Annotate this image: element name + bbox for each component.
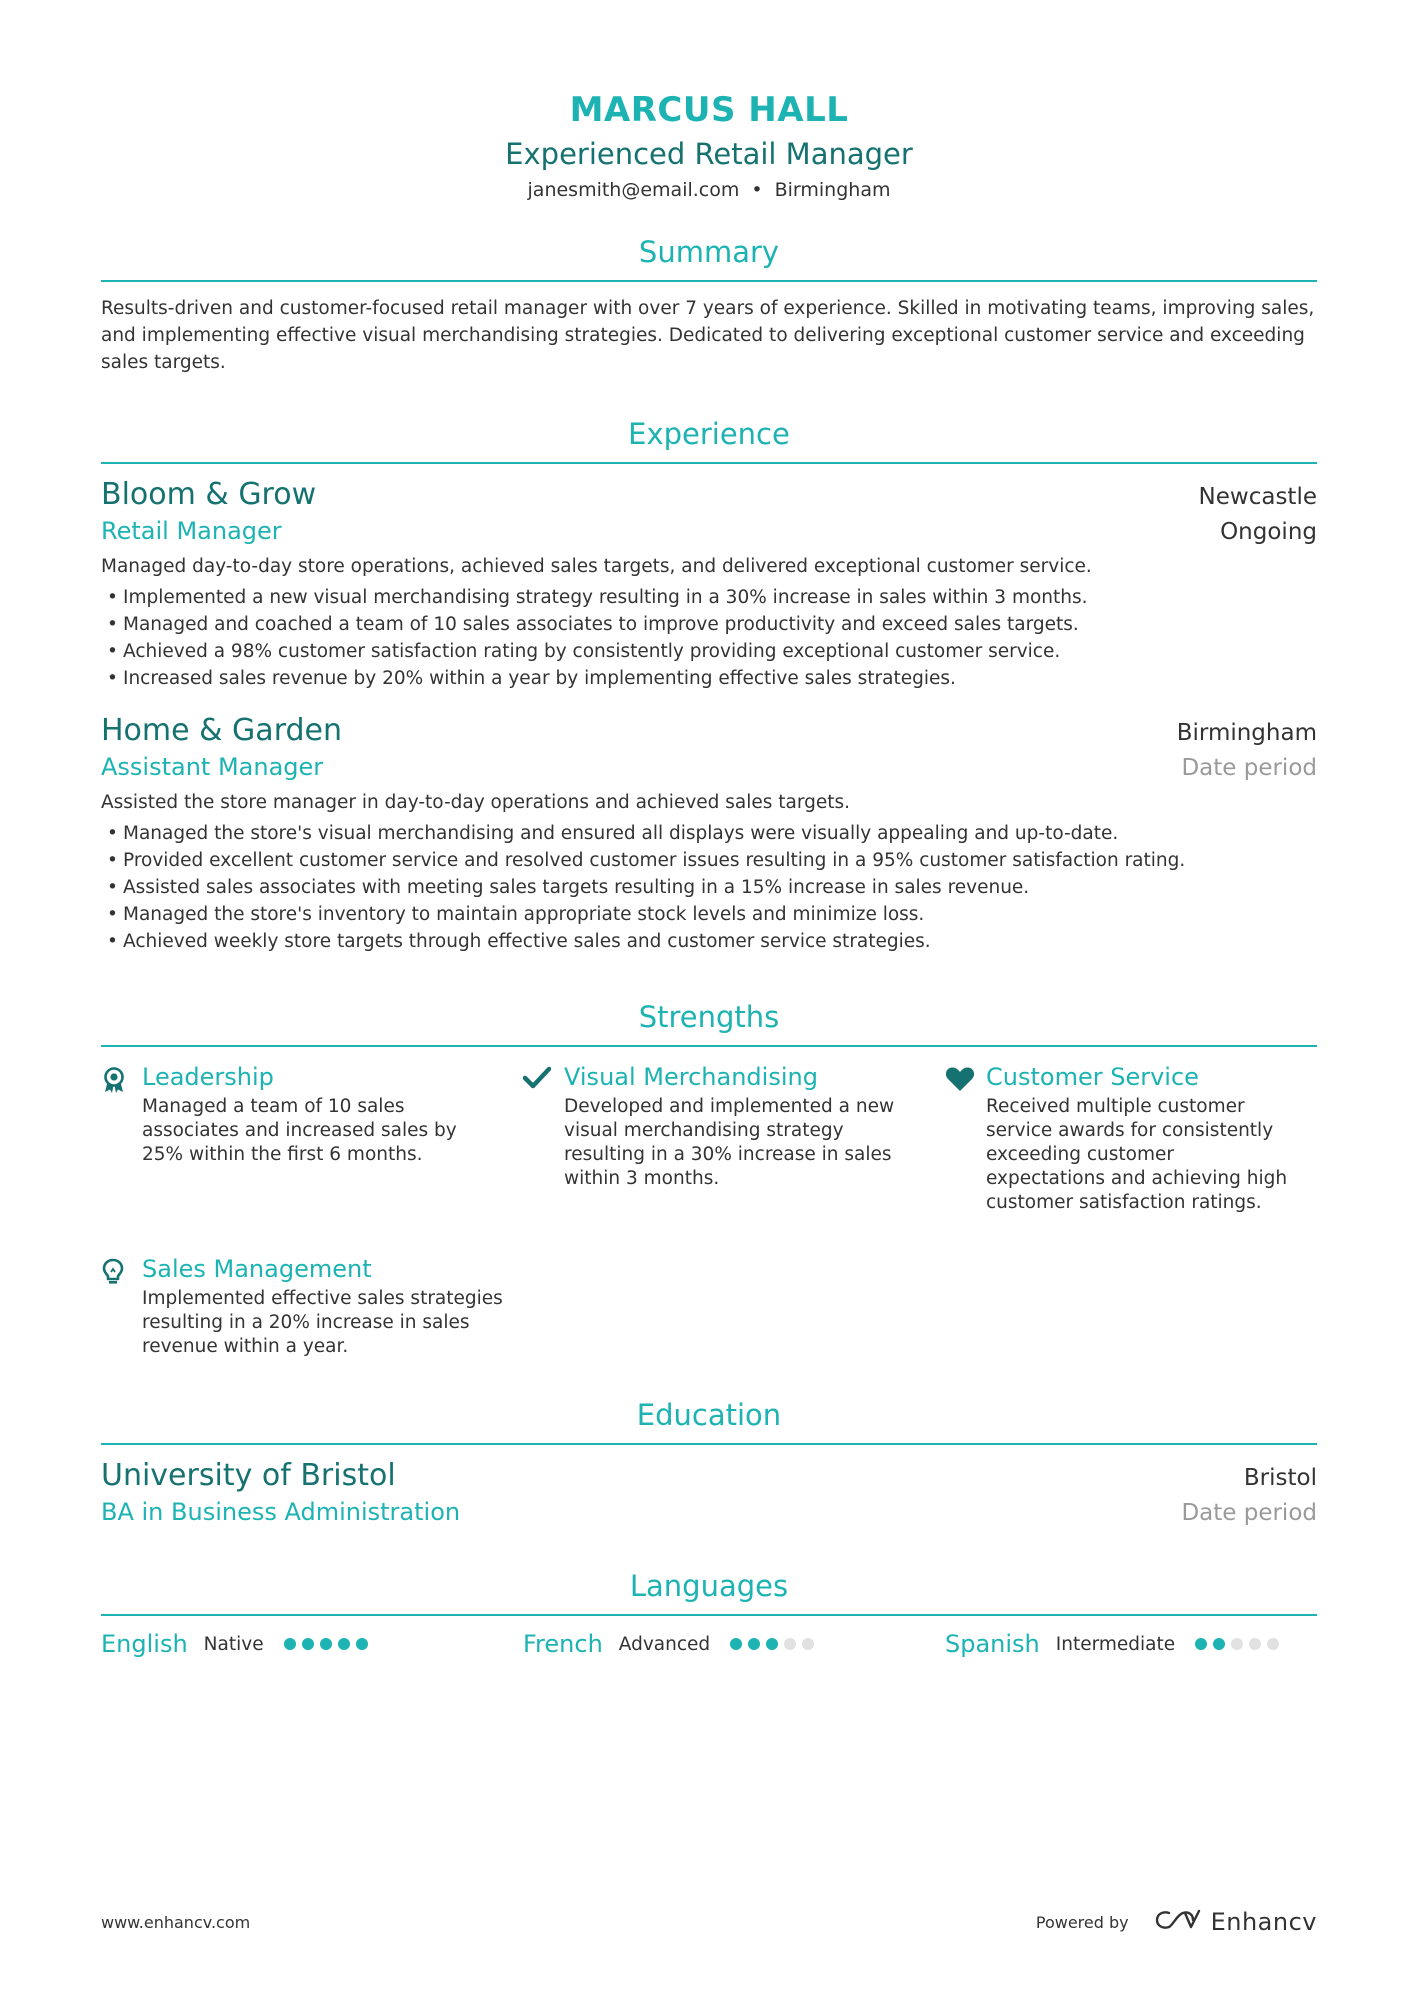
- languages-title: Languages: [629, 1569, 789, 1603]
- job-location: Birmingham: [1176, 720, 1317, 746]
- rating-dot-empty: [1231, 1638, 1243, 1650]
- rating-dot-filled: [356, 1638, 368, 1650]
- rating-dot-filled: [338, 1638, 350, 1650]
- summary-section: [101, 232, 1317, 376]
- powered-by-text: Powered by: [1035, 1912, 1129, 1932]
- rating-dot-filled: [1213, 1638, 1225, 1650]
- company-name: Home & Garden: [101, 713, 343, 748]
- job-description: Assisted the store manager in day-to-day operations and achieved sales targets.: [101, 792, 851, 813]
- email-text[interactable]: janesmith@email.com: [527, 179, 740, 201]
- language-level: Advanced: [618, 1633, 711, 1655]
- strength-title: Sales Management: [142, 1255, 372, 1283]
- languages-section: [101, 1566, 1317, 1660]
- job-bullet: • Assisted sales associates with meeting sales targets resulting in a 15% increase in sales revenue.: [101, 874, 1317, 901]
- job-entry: [101, 476, 1317, 692]
- contact-separator: •: [751, 179, 763, 201]
- education-title: Education: [636, 1398, 782, 1432]
- education-entry: [101, 1457, 1317, 1530]
- section-divider: [101, 462, 1317, 464]
- strength-item: [945, 1061, 1317, 1215]
- job-bullet: • Managed the store's inventory to maintain appropriate stock levels and minimize loss.: [101, 901, 1317, 928]
- section-divider: [101, 280, 1317, 282]
- school-name: University of Bristol: [101, 1458, 396, 1493]
- summary-title: Summary: [638, 235, 780, 269]
- strength-item: [101, 1253, 523, 1359]
- strength-description: Developed and implemented a new visual merchandising strategy resulting in a 30% increase in sales within 3 months.: [564, 1096, 895, 1189]
- education-date: Date period: [1181, 1500, 1317, 1526]
- job-bullet: • Managed and coached a team of 10 sales associates to improve productivity and exceed sales targets.: [101, 611, 1317, 638]
- strength-description: Managed a team of 10 sales associates and increased sales by 25% within the first 6 months.: [142, 1096, 457, 1165]
- rating-dot-filled: [284, 1638, 296, 1650]
- location-text: Birmingham: [774, 179, 891, 201]
- resume-header: [101, 88, 1317, 202]
- rating-dot-filled: [748, 1638, 760, 1650]
- job-bullet: • Achieved weekly store targets through effective sales and customer service strategies.: [101, 928, 1317, 955]
- rating-dot-empty: [784, 1638, 796, 1650]
- rating-dot-filled: [766, 1638, 778, 1650]
- candidate-headline: Experienced Retail Manager: [505, 137, 913, 171]
- job-role: Retail Manager: [101, 517, 282, 545]
- rating-dot-empty: [1249, 1638, 1261, 1650]
- language-rating: [284, 1638, 374, 1650]
- resume-page: [101, 88, 1317, 1660]
- language-level: Intermediate: [1055, 1633, 1176, 1655]
- strength-item: [523, 1061, 945, 1215]
- language-name: English: [101, 1630, 188, 1658]
- section-divider: [101, 1045, 1317, 1047]
- rating-dot-filled: [1195, 1638, 1207, 1650]
- experience-section: [101, 414, 1317, 955]
- page-footer: [101, 1908, 1317, 1936]
- job-location: Newcastle: [1198, 484, 1317, 510]
- school-location: Bristol: [1243, 1465, 1317, 1491]
- job-description: Managed day-to-day store operations, achieved sales targets, and delivered exceptional customer service.: [101, 556, 1092, 577]
- award-icon: [101, 1061, 133, 1215]
- company-name: Bloom & Grow: [101, 477, 317, 512]
- checkmark-icon: [523, 1061, 555, 1215]
- language-level: Native: [203, 1633, 264, 1655]
- strength-description: Implemented effective sales strategies resulting in a 20% increase in sales revenue within a year.: [142, 1288, 503, 1357]
- job-date: Date period: [1181, 755, 1317, 781]
- job-bullets: [101, 820, 1317, 955]
- rating-dot-empty: [802, 1638, 814, 1650]
- job-bullet: • Provided excellent customer service and resolved customer issues resulting in a 95% customer satisfaction rating.: [101, 847, 1317, 874]
- strength-title: Customer Service: [986, 1063, 1199, 1091]
- language-rating: [730, 1638, 820, 1650]
- strength-item: [101, 1061, 523, 1215]
- section-divider: [101, 1614, 1317, 1616]
- section-divider: [101, 1443, 1317, 1445]
- enhancv-logo-icon: [1155, 1908, 1201, 1936]
- job-bullet: • Implemented a new visual merchandising strategy resulting in a 30% increase in sales within 3 months.: [101, 584, 1317, 611]
- strengths-title: Strengths: [638, 1000, 780, 1034]
- job-date: Ongoing: [1220, 519, 1317, 545]
- footer-url[interactable]: www.enhancv.com: [101, 1912, 251, 1932]
- job-bullet: • Increased sales revenue by 20% within a year by implementing effective sales strategies.: [101, 665, 1317, 692]
- footer-branding: [1036, 1908, 1317, 1936]
- brand-name: Enhancv: [1210, 1908, 1317, 1936]
- strengths-grid: [101, 1061, 1317, 1359]
- candidate-name: MARCUS HALL: [569, 90, 849, 130]
- strength-title: Leadership: [142, 1063, 274, 1091]
- experience-title: Experience: [628, 417, 790, 451]
- strength-description: Received multiple customer service awards for consistently exceeding customer expectations and achieving high customer satisfaction ratings.: [986, 1096, 1288, 1213]
- job-bullet: • Managed the store's visual merchandising and ensured all displays were visually appealing and up-to-date.: [101, 820, 1317, 847]
- rating-dot-filled: [320, 1638, 332, 1650]
- job-role: Assistant Manager: [101, 753, 324, 781]
- strengths-section: [101, 997, 1317, 1359]
- language-name: Spanish: [945, 1630, 1040, 1658]
- language-item: [945, 1628, 1317, 1660]
- rating-dot-filled: [730, 1638, 742, 1650]
- contact-line: [101, 178, 1317, 202]
- language-name: French: [523, 1630, 603, 1658]
- summary-text: Results-driven and customer-focused retail manager with over 7 years of experience. Skilled in motivating teams, improving sales, and implementing effective visual merchandising strategies. Dedicated to delivering exceptional customer service and exceeding sales targets.: [101, 298, 1315, 373]
- language-item: [101, 1628, 523, 1660]
- language-rating: [1195, 1638, 1285, 1650]
- languages-list: [101, 1628, 1317, 1660]
- job-bullets: [101, 584, 1317, 692]
- language-item: [523, 1628, 945, 1660]
- degree-name: BA in Business Administration: [101, 1498, 461, 1526]
- job-bullet: • Achieved a 98% customer satisfaction rating by consistently providing exceptional customer service.: [101, 638, 1317, 665]
- strength-title: Visual Merchandising: [564, 1063, 818, 1091]
- rating-dot-empty: [1267, 1638, 1279, 1650]
- heart-icon: [945, 1061, 977, 1215]
- job-entry: [101, 712, 1317, 955]
- education-section: [101, 1395, 1317, 1530]
- rating-dot-filled: [302, 1638, 314, 1650]
- lightbulb-icon: [101, 1253, 133, 1359]
